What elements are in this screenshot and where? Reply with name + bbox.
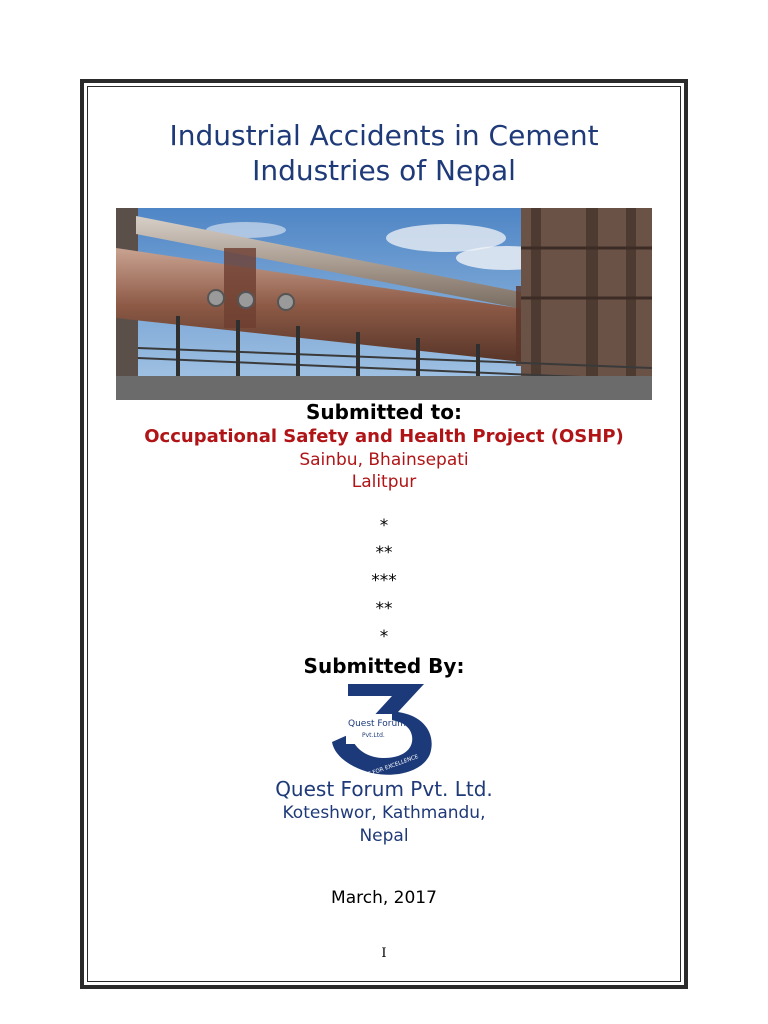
recipient-address-line-2: Lalitpur [351, 472, 417, 492]
recipient-organization: Occupational Safety and Health Project (OSHP) [144, 426, 624, 447]
recipient-address-line-1: Sainbu, Bhainsepati [299, 450, 469, 470]
title-line-2: Industries of Nepal [252, 154, 516, 187]
document-title [0, 118, 768, 188]
submitted-by-heading: Submitted By: [303, 654, 465, 678]
submitted-to-heading: Submitted to: [306, 400, 462, 424]
logo-tagline-text: QUEST FOR EXCELLENCE [352, 754, 420, 778]
submitter-company: Quest Forum Pvt. Ltd. [275, 777, 493, 801]
ornament-line-5: * [379, 627, 389, 647]
ornament-line-4: ** [375, 599, 393, 619]
title-line-1: Industrial Accidents in Cement [169, 119, 599, 152]
submitter-address-line-1: Koteshwor, Kathmandu, [282, 803, 486, 823]
submitter-address-line-2: Nepal [359, 826, 409, 846]
ornament-line-1: * [379, 516, 389, 536]
page-number: I [381, 946, 387, 961]
logo-name-text: Quest Forum [348, 719, 406, 729]
logo-suffix-text: Pvt.Ltd. [362, 732, 385, 739]
ornament-line-3: *** [371, 571, 397, 591]
ornament-line-2: ** [375, 543, 393, 563]
quest-forum-logo [326, 678, 442, 778]
submission-date: March, 2017 [331, 888, 437, 908]
cement-kiln-photo [116, 208, 652, 400]
